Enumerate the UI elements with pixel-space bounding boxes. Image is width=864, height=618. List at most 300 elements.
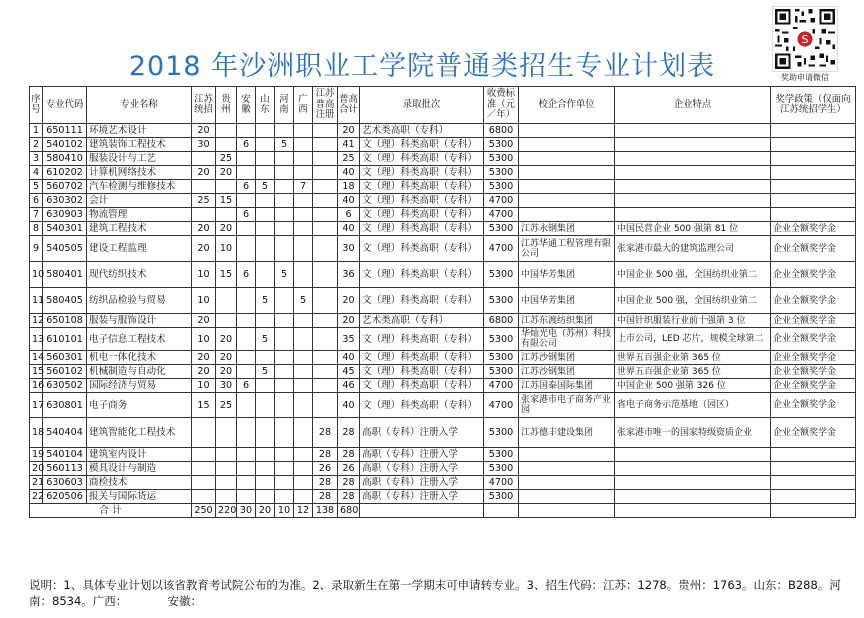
cell-batch: 艺术类高职（专科） (360, 314, 484, 328)
header-major: 专业名称 (87, 87, 192, 124)
cell-guizhou: 20 (216, 166, 237, 180)
cell-tuition: 4700 (484, 194, 519, 208)
cell-partner (519, 166, 615, 180)
cell-batch: 文（理）科类高职（专科） (360, 393, 484, 418)
cell-jiangsu (192, 418, 216, 448)
cell-anhui (237, 288, 256, 314)
cell-tuition: 5300 (484, 418, 519, 448)
cell-total: 20 (338, 314, 360, 328)
cell-scholarship (771, 194, 856, 208)
cell-seq: 8 (30, 222, 43, 236)
total-label: 合 计 (30, 504, 192, 518)
cell-major: 物流管理 (87, 208, 192, 222)
qr-code-graphic (773, 7, 837, 71)
cell-batch: 文（理）科类高职（专科） (360, 288, 484, 314)
cell-jiangsu-registration (313, 379, 338, 393)
cell-jiangsu (192, 152, 216, 166)
cell-code: 630801 (43, 393, 87, 418)
cell-partner (519, 194, 615, 208)
cell-code: 540102 (43, 138, 87, 152)
cell-batch: 高职（专科）注册入学 (360, 448, 484, 462)
cell-anhui (237, 462, 256, 476)
cell-batch: 文（理）科类高职（专科） (360, 194, 484, 208)
cell-guizhou: 20 (216, 328, 237, 351)
cell-total: 20 (338, 288, 360, 314)
cell-jiangsu-registration: 28 (313, 448, 338, 462)
cell-major: 电子信息工程技术 (87, 328, 192, 351)
cell-guizhou (216, 208, 237, 222)
cell-guangxi (294, 393, 313, 418)
cell-shandong (256, 208, 275, 222)
cell-shandong (256, 418, 275, 448)
header-henan: 河南 (275, 87, 294, 124)
cell-company-features (615, 152, 771, 166)
cell-scholarship (771, 152, 856, 166)
cell-scholarship: 企业全额奖学金 (771, 365, 856, 379)
cell-scholarship: 企业全额奖学金 (771, 418, 856, 448)
cell-shandong (256, 476, 275, 490)
cell-scholarship (771, 490, 856, 504)
total-value: 10 (275, 504, 294, 518)
cell-jiangsu (192, 448, 216, 462)
cell-company-features (615, 166, 771, 180)
cell-total: 28 (338, 448, 360, 462)
cell-henan (275, 166, 294, 180)
footnote: 说明：1、具体专业计划以该省教育考试院公布的为准。2、录取新生在第一学期末可申请转专业。3、招生代码：江苏：1278。贵州：1763。山东：B288。河南：8534。广西： 安徽： (29, 578, 841, 608)
cell-henan (275, 490, 294, 504)
table-row (30, 379, 856, 393)
cell-henan (275, 208, 294, 222)
cell-major: 建筑智能化工程技术 (87, 418, 192, 448)
cell-company-features (615, 124, 771, 138)
cell-shandong (256, 351, 275, 365)
total-empty-cell (615, 504, 771, 518)
cell-batch: 文（理）科类高职（专科） (360, 152, 484, 166)
cell-batch: 文（理）科类高职（专科） (360, 236, 484, 262)
table-row (30, 262, 856, 288)
table-row (30, 328, 856, 351)
cell-batch: 高职（专科）注册入学 (360, 418, 484, 448)
cell-total: 36 (338, 262, 360, 288)
table-row (30, 365, 856, 379)
cell-jiangsu: 15 (192, 393, 216, 418)
cell-shandong (256, 393, 275, 418)
total-empty-cell (519, 504, 615, 518)
table-row (30, 222, 856, 236)
cell-guizhou (216, 448, 237, 462)
cell-major: 会计 (87, 194, 192, 208)
cell-shandong: 5 (256, 365, 275, 379)
cell-shandong (256, 124, 275, 138)
table-row (30, 288, 856, 314)
cell-batch: 文（理）科类高职（专科） (360, 328, 484, 351)
cell-company-features: 省电子商务示范基地（园区） (615, 393, 771, 418)
cell-guangxi (294, 462, 313, 476)
cell-partner: 江苏国泰国际集团 (519, 379, 615, 393)
cell-jiangsu-registration (313, 124, 338, 138)
page-title: 2018 年沙洲职业工学院普通类招生专业计划表 (128, 51, 716, 82)
cell-guizhou (216, 288, 237, 314)
cell-total: 26 (338, 462, 360, 476)
cell-jiangsu (192, 490, 216, 504)
cell-seq: 17 (30, 393, 43, 418)
cell-company-features (615, 490, 771, 504)
cell-guangxi: 7 (294, 180, 313, 194)
cell-scholarship (771, 448, 856, 462)
cell-shandong (256, 448, 275, 462)
cell-anhui (237, 124, 256, 138)
cell-guizhou (216, 314, 237, 328)
cell-scholarship: 企业全额奖学金 (771, 328, 856, 351)
cell-seq: 12 (30, 314, 43, 328)
cell-jiangsu-registration (313, 393, 338, 418)
cell-jiangsu: 20 (192, 166, 216, 180)
cell-guangxi (294, 365, 313, 379)
cell-guizhou (216, 490, 237, 504)
cell-guangxi (294, 152, 313, 166)
cell-jiangsu-registration: 28 (313, 490, 338, 504)
qr-code-icon[interactable] (772, 6, 838, 72)
cell-jiangsu-registration: 28 (313, 418, 338, 448)
table-row (30, 152, 856, 166)
cell-scholarship (771, 476, 856, 490)
cell-guangxi: 5 (294, 288, 313, 314)
cell-henan (275, 328, 294, 351)
cell-tuition: 4700 (484, 379, 519, 393)
header-partner: 校企合作单位 (519, 87, 615, 124)
cell-guangxi (294, 328, 313, 351)
header-jiangsu: 江苏统招 (192, 87, 216, 124)
cell-partner: 江苏沙钢集团 (519, 365, 615, 379)
cell-code: 650111 (43, 124, 87, 138)
cell-code: 560113 (43, 462, 87, 476)
cell-shandong: 5 (256, 328, 275, 351)
cell-total: 40 (338, 166, 360, 180)
cell-major: 纺织品检验与贸易 (87, 288, 192, 314)
table-row (30, 476, 856, 490)
cell-total: 30 (338, 236, 360, 262)
cell-total: 40 (338, 351, 360, 365)
cell-jiangsu-registration (313, 194, 338, 208)
cell-jiangsu-registration: 26 (313, 462, 338, 476)
cell-batch: 文（理）科类高职（专科） (360, 222, 484, 236)
cell-total: 6 (338, 208, 360, 222)
cell-jiangsu: 20 (192, 365, 216, 379)
cell-tuition: 5300 (484, 138, 519, 152)
cell-henan (275, 180, 294, 194)
cell-jiangsu-registration (313, 236, 338, 262)
cell-seq: 11 (30, 288, 43, 314)
cell-tuition: 5300 (484, 448, 519, 462)
cell-seq: 7 (30, 208, 43, 222)
cell-jiangsu (192, 476, 216, 490)
cell-partner: 江苏德丰建设集团 (519, 418, 615, 448)
cell-jiangsu (192, 180, 216, 194)
cell-anhui (237, 365, 256, 379)
cell-shandong (256, 314, 275, 328)
cell-anhui (237, 194, 256, 208)
cell-anhui (237, 236, 256, 262)
cell-total: 45 (338, 365, 360, 379)
cell-guangxi (294, 124, 313, 138)
cell-major: 机电一体化技术 (87, 351, 192, 365)
cell-scholarship: 企业全额奖学金 (771, 262, 856, 288)
total-empty-cell (771, 504, 856, 518)
cell-code: 610101 (43, 328, 87, 351)
cell-henan (275, 222, 294, 236)
cell-anhui (237, 448, 256, 462)
cell-major: 服装与服饰设计 (87, 314, 192, 328)
cell-tuition: 4700 (484, 476, 519, 490)
cell-shandong (256, 166, 275, 180)
cell-batch: 文（理）科类高职（专科） (360, 379, 484, 393)
cell-shandong (256, 462, 275, 476)
cell-guizhou: 30 (216, 379, 237, 393)
cell-jiangsu-registration (313, 138, 338, 152)
cell-partner (519, 476, 615, 490)
cell-guangxi (294, 490, 313, 504)
cell-guizhou (216, 180, 237, 194)
cell-jiangsu-registration (313, 328, 338, 351)
cell-jiangsu-registration (313, 365, 338, 379)
cell-henan (275, 448, 294, 462)
table-row (30, 490, 856, 504)
cell-scholarship: 企业全额奖学金 (771, 379, 856, 393)
cell-anhui: 6 (237, 379, 256, 393)
cell-henan (275, 418, 294, 448)
cell-total: 28 (338, 476, 360, 490)
cell-jiangsu: 30 (192, 138, 216, 152)
cell-major: 计算机网络技术 (87, 166, 192, 180)
cell-seq: 21 (30, 476, 43, 490)
cell-shandong (256, 236, 275, 262)
cell-seq: 4 (30, 166, 43, 180)
table-row (30, 462, 856, 476)
cell-code: 630903 (43, 208, 87, 222)
cell-major: 环境艺术设计 (87, 124, 192, 138)
cell-shandong (256, 262, 275, 288)
cell-jiangsu-registration (313, 152, 338, 166)
cell-batch: 高职（专科）注册入学 (360, 476, 484, 490)
cell-scholarship (771, 462, 856, 476)
cell-anhui (237, 166, 256, 180)
cell-major: 机械制造与自动化 (87, 365, 192, 379)
cell-tuition: 6800 (484, 124, 519, 138)
enrollment-plan-table (29, 86, 856, 518)
cell-jiangsu: 20 (192, 124, 216, 138)
cell-tuition: 5300 (484, 288, 519, 314)
cell-henan (275, 379, 294, 393)
svg-text:S: S (801, 32, 809, 46)
cell-partner: 江苏华通工程管理有限公司 (519, 236, 615, 262)
cell-tuition: 5300 (484, 328, 519, 351)
cell-scholarship (771, 180, 856, 194)
cell-jiangsu (192, 208, 216, 222)
cell-code: 610202 (43, 166, 87, 180)
cell-code: 560102 (43, 365, 87, 379)
cell-henan: 5 (275, 262, 294, 288)
cell-tuition: 5300 (484, 351, 519, 365)
cell-batch: 文（理）科类高职（专科） (360, 208, 484, 222)
cell-tuition: 6800 (484, 314, 519, 328)
cell-code: 560301 (43, 351, 87, 365)
cell-major: 建筑工程技术 (87, 222, 192, 236)
cell-seq: 20 (30, 462, 43, 476)
cell-company-features (615, 194, 771, 208)
cell-major: 服装设计与工艺 (87, 152, 192, 166)
cell-total: 28 (338, 490, 360, 504)
cell-partner: 江苏沙钢集团 (519, 351, 615, 365)
cell-henan (275, 194, 294, 208)
cell-guizhou: 15 (216, 262, 237, 288)
cell-batch: 文（理）科类高职（专科） (360, 351, 484, 365)
cell-company-features: 张家港市最大的建筑监理公司 (615, 236, 771, 262)
cell-scholarship (771, 124, 856, 138)
cell-jiangsu (192, 462, 216, 476)
cell-partner (519, 448, 615, 462)
cell-code: 540104 (43, 448, 87, 462)
cell-guizhou: 25 (216, 152, 237, 166)
cell-jiangsu-registration (313, 314, 338, 328)
cell-henan (275, 288, 294, 314)
cell-total: 40 (338, 194, 360, 208)
cell-major: 商检技术 (87, 476, 192, 490)
cell-company-features (615, 448, 771, 462)
cell-company-features: 中国企业 500 强，全国纺织业第二 (615, 262, 771, 288)
header-tuition: 收费标准（元／年） (484, 87, 519, 124)
header-seq: 序号 (30, 87, 43, 124)
cell-scholarship: 企业全额奖学金 (771, 351, 856, 365)
cell-batch: 文（理）科类高职（专科） (360, 138, 484, 152)
cell-scholarship: 企业全额奖学金 (771, 314, 856, 328)
cell-tuition: 5300 (484, 365, 519, 379)
header-jiangsu-registration: 江苏普高注册 (313, 87, 338, 124)
cell-batch: 高职（专科）注册入学 (360, 462, 484, 476)
cell-jiangsu: 10 (192, 328, 216, 351)
cell-tuition: 5300 (484, 152, 519, 166)
cell-code: 560702 (43, 180, 87, 194)
cell-tuition: 5300 (484, 166, 519, 180)
cell-code: 630603 (43, 476, 87, 490)
cell-tuition: 4700 (484, 208, 519, 222)
cell-code: 540301 (43, 222, 87, 236)
cell-guizhou: 10 (216, 236, 237, 262)
cell-henan (275, 314, 294, 328)
cell-batch: 高职（专科）注册入学 (360, 490, 484, 504)
cell-jiangsu: 20 (192, 351, 216, 365)
cell-henan (275, 124, 294, 138)
cell-jiangsu: 20 (192, 236, 216, 262)
table-row (30, 124, 856, 138)
cell-company-features: 中国企业 500 强，全国纺织业第二 (615, 288, 771, 314)
cell-tuition: 5300 (484, 490, 519, 504)
header-guizhou: 贵州 (216, 87, 237, 124)
cell-anhui (237, 328, 256, 351)
cell-code: 620506 (43, 490, 87, 504)
cell-partner (519, 138, 615, 152)
cell-total: 40 (338, 222, 360, 236)
cell-tuition: 5300 (484, 262, 519, 288)
cell-anhui: 6 (237, 208, 256, 222)
cell-seq: 19 (30, 448, 43, 462)
cell-shandong (256, 138, 275, 152)
cell-total: 20 (338, 124, 360, 138)
cell-total: 25 (338, 152, 360, 166)
cell-partner: 华灿光电（苏州）科技有限公司 (519, 328, 615, 351)
table-row (30, 236, 856, 262)
table-row (30, 180, 856, 194)
cell-guangxi (294, 236, 313, 262)
cell-major: 报关与国际货运 (87, 490, 192, 504)
cell-total: 46 (338, 379, 360, 393)
cell-jiangsu: 10 (192, 379, 216, 393)
cell-seq: 5 (30, 180, 43, 194)
cell-shandong (256, 490, 275, 504)
cell-jiangsu: 10 (192, 288, 216, 314)
cell-jiangsu-registration (313, 208, 338, 222)
cell-scholarship: 企业全额奖学金 (771, 222, 856, 236)
cell-partner: 江苏东渡纺织集团 (519, 314, 615, 328)
cell-major: 建设工程监理 (87, 236, 192, 262)
cell-partner: 张家港市电子商务产业园 (519, 393, 615, 418)
cell-total: 18 (338, 180, 360, 194)
cell-scholarship (771, 138, 856, 152)
cell-tuition: 5300 (484, 222, 519, 236)
total-row (30, 504, 856, 518)
cell-anhui (237, 393, 256, 418)
cell-total: 40 (338, 393, 360, 418)
cell-partner: 中国华芳集团 (519, 262, 615, 288)
cell-code: 580410 (43, 152, 87, 166)
cell-guizhou (216, 462, 237, 476)
cell-guizhou: 20 (216, 351, 237, 365)
cell-seq: 14 (30, 351, 43, 365)
cell-shandong (256, 194, 275, 208)
cell-seq: 22 (30, 490, 43, 504)
cell-partner (519, 180, 615, 194)
header-batch: 录取批次 (360, 87, 484, 124)
cell-jiangsu-registration (313, 351, 338, 365)
cell-shandong (256, 379, 275, 393)
cell-henan (275, 351, 294, 365)
header-shandong: 山东 (256, 87, 275, 124)
cell-jiangsu-registration (313, 166, 338, 180)
table-row (30, 418, 856, 448)
cell-seq: 1 (30, 124, 43, 138)
cell-guangxi (294, 351, 313, 365)
cell-code: 540404 (43, 418, 87, 448)
total-value: 250 (192, 504, 216, 518)
cell-tuition: 4700 (484, 393, 519, 418)
cell-guizhou: 20 (216, 222, 237, 236)
cell-anhui (237, 351, 256, 365)
cell-henan (275, 393, 294, 418)
header-company-features: 企业特点 (615, 87, 771, 124)
cell-jiangsu-registration: 28 (313, 476, 338, 490)
table-row (30, 393, 856, 418)
cell-company-features: 世界五百强企业第 365 位 (615, 365, 771, 379)
cell-anhui: 6 (237, 180, 256, 194)
cell-anhui: 6 (237, 262, 256, 288)
cell-company-features: 张家港市唯一的国家特级资质企业 (615, 418, 771, 448)
cell-major: 汽车检测与维修技术 (87, 180, 192, 194)
cell-major: 电子商务 (87, 393, 192, 418)
header-guangxi: 广西 (294, 87, 313, 124)
cell-henan (275, 476, 294, 490)
cell-seq: 3 (30, 152, 43, 166)
cell-company-features (615, 208, 771, 222)
total-value: 12 (294, 504, 313, 518)
